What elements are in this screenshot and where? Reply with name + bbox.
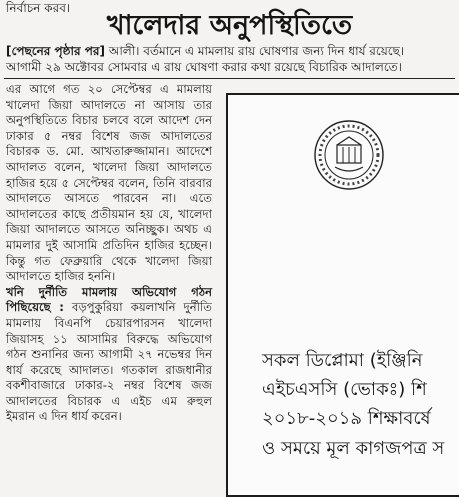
continued-tag: [পেছনের পৃষ্ঠার পর]: [6, 44, 105, 58]
previous-article-fragment: নির্বাচন করব।: [6, 1, 71, 15]
intro-text-1: আলী। বর্তমানে এ মামলায় রায় ঘোষণার জন্য দিন ধার্য রয়েছে।: [105, 44, 405, 58]
advertisement-notice: [226, 93, 459, 497]
intro-line-1: [6, 43, 456, 59]
article-headline: খালেদার অনুপস্থিতিতে: [106, 10, 353, 41]
article-subheading: খনি দুর্নীতি মামলায় অভিযোগ গঠন পিছিয়েছে :: [6, 284, 212, 315]
notice-line-1: সকল ডিপ্লোমা (ইঞ্জিনি: [262, 350, 423, 371]
notice-line-4: ও সময়ে মূল কাগজপত্র স: [262, 438, 445, 459]
article-column: [6, 82, 212, 425]
article-paragraph-2-text: বড়পুকুরিয়া কয়লাখনি দুর্নীতি মামলায় বিএনপি চেয়ারপারসন খালেদা জিয়াসহ ১১ আসামির বিরুদ্ধে অভিযোগ গঠন শুনানির জন্য আগামী ২৭ নভেম্বর দিন ধার্য করেছে আদালত। গতকাল রাজধানীর বকশীবাজারে ঢাকার-২ নম্বর বিশেষ জজ আদালতের বিচারক এ এইচ এম রুহুল ইমরান এ দিন ধার্য করেন।: [6, 300, 213, 424]
section-divider: [4, 78, 455, 79]
institution-seal-icon: [313, 119, 385, 191]
article-paragraph-1: এর আগে গত ২০ সেপ্টেম্বর এ মামলায় খালেদা জিয়া আদালতে না আসায় তার অনুপস্থিতিতে বিচার চলবে বলে আদেশ দেন ঢাকার ৫ নম্বর বিশেষ জজ আদালতের বিচারক ড. মো. আখতারুজ্জামান। আদেশে আদালত বলেন, খালেদা জিয়া আদালতে হাজির হয়ে ৫ সেপ্টেম্বর বলেন, তিনি বারবার আদালতে আসতে পারবেন না। এতে আদালতের কাছে প্রতীয়মান হয় যে, খালেদা জিয়া আদালতে আসতে অনিচ্ছুক। অথচ এ মামলার দুই আসামি প্রতিদিন হাজির হচ্ছেন। কিন্তু গত ফেব্রুয়ারি থেকে খালেদা জিয়া আদালতে হাজির হননি।: [6, 82, 212, 284]
notice-line-3: ২০১৮-২০১৯ শিক্ষাবর্ষে: [262, 408, 431, 429]
article-intro: [6, 43, 456, 75]
intro-line-2: আগামী ২৯ অক্টোবর সোমবার এ রায় ঘোষণা করার কথা রয়েছে বিচারিক আদালতে।: [6, 60, 402, 74]
article-paragraph-2: [6, 285, 212, 425]
notice-line-2: এইচএসসি (ভোকঃ) শি: [262, 379, 427, 400]
